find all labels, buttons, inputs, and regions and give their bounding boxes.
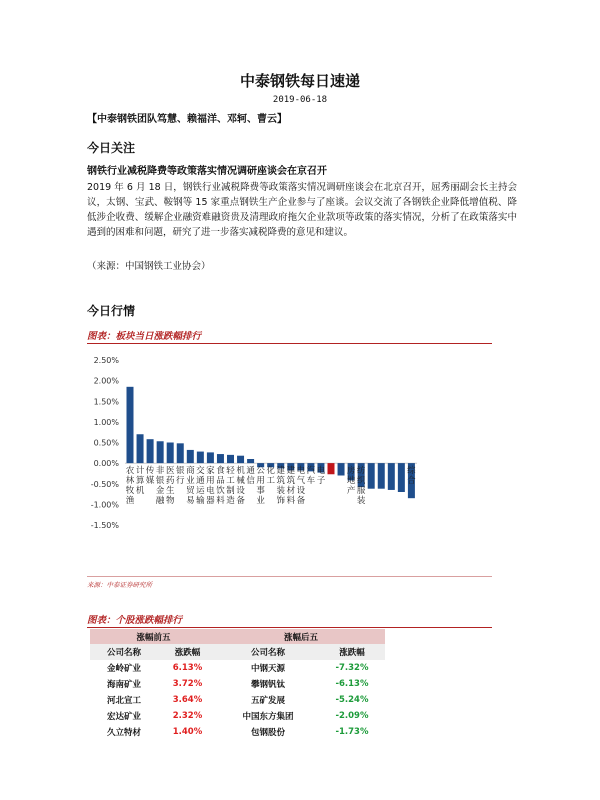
figure-rule	[87, 343, 492, 344]
y-tick-label: 0.00%	[93, 459, 119, 469]
y-tick-label: 2.00%	[93, 376, 119, 386]
down-change: -7.32%	[335, 663, 369, 673]
bar-轻工制造	[227, 455, 234, 463]
up-company: 海南矿业	[106, 680, 141, 690]
y-tick-label: -0.50%	[90, 479, 119, 489]
figure-title-stocks: 图表：个股涨跌幅排行	[87, 615, 183, 626]
down-change: -6.13%	[335, 679, 369, 689]
up-company: 河北宣工	[106, 696, 141, 706]
y-tick-label: 2.50%	[93, 356, 119, 365]
table-row	[90, 660, 385, 676]
x-category-label: 医药生物	[165, 466, 175, 506]
figure-title-sectors: 图表：板块当日涨跌幅排行	[87, 331, 202, 342]
y-tick-label: 1.00%	[93, 417, 119, 427]
x-category-label: 电气设备	[296, 466, 306, 506]
x-category-label: 轻工制造	[226, 466, 235, 506]
bar-家用电器	[207, 452, 214, 463]
col-change: 涨跌幅	[319, 644, 385, 660]
x-category-label: 公用事业	[256, 466, 265, 506]
bar-农林牧渔	[127, 387, 134, 463]
x-category-label: 传媒	[145, 466, 155, 486]
x-category-label: 汽车	[306, 466, 316, 486]
down-company: 五矿发展	[250, 696, 285, 706]
bar-休闲服务	[368, 463, 375, 489]
x-category-label: 计算机	[135, 466, 145, 496]
down-change: -5.24%	[335, 695, 369, 705]
up-company: 金岭矿业	[106, 664, 141, 674]
bar-采掘	[388, 463, 395, 490]
up-change: 6.13%	[172, 663, 203, 673]
section-heading-today-focus: 今日关注	[87, 141, 136, 155]
bar-钢铁	[328, 463, 335, 474]
y-tick-label: -1.00%	[90, 500, 119, 510]
up-change: 1.40%	[172, 727, 203, 737]
sector-bar-chart	[80, 350, 520, 565]
bar-非银金融	[157, 441, 164, 463]
bar-医药生物	[167, 443, 174, 464]
y-tick-label: 0.50%	[93, 438, 119, 448]
x-category-label: 建筑装饰	[276, 466, 286, 506]
x-category-label: 食品饮料	[216, 466, 225, 506]
bar-食品饮料	[217, 454, 224, 463]
x-category-label: 农林牧渔	[125, 466, 135, 506]
x-category-label: 电子	[316, 466, 326, 486]
bar-国防军工	[338, 463, 345, 475]
x-category-label: 银行	[176, 466, 185, 486]
x-category-label: 纺织服装	[356, 466, 366, 506]
report-title: 中泰钢铁每日速递	[239, 72, 360, 90]
table-row	[90, 708, 385, 724]
col-company: 公司名称	[90, 644, 158, 660]
table-row	[90, 724, 385, 740]
x-category-label: 综合	[407, 466, 416, 486]
figure-rule-bottom	[87, 576, 492, 577]
figure-source: 来源：中泰证券研究所	[87, 581, 152, 589]
up-change: 2.32%	[172, 711, 203, 721]
x-category-label: 化工	[266, 466, 275, 486]
bar-计算机	[137, 434, 144, 463]
table-column-header	[90, 644, 385, 660]
up-change: 3.72%	[172, 679, 203, 689]
x-category-label: 家用电器	[206, 466, 215, 506]
stock-ranking-table	[90, 629, 385, 740]
x-category-label: 非银金融	[155, 466, 165, 506]
down-change: -1.73%	[335, 727, 369, 737]
x-category-label: 房地产	[346, 466, 356, 496]
bar-交通运输	[197, 452, 204, 464]
bar-机械设备	[237, 456, 244, 463]
col-company: 公司名称	[217, 644, 319, 660]
x-category-label: 机械设备	[236, 466, 245, 506]
bar-商业贸易	[187, 450, 194, 463]
down-change: -2.09%	[335, 711, 369, 721]
table-group-header	[90, 629, 385, 644]
y-tick-label: 1.50%	[93, 397, 119, 407]
x-category-label: 交通运输	[196, 466, 205, 506]
bar-通信	[247, 459, 254, 463]
down-company: 包钢股份	[250, 728, 285, 738]
report-date: 2019-06-18	[272, 95, 328, 105]
x-category-label: 建筑材料	[286, 466, 296, 506]
col-change: 涨跌幅	[158, 644, 217, 660]
news-title: 钢铁行业减税降费等政策落实情况调研座谈会在京召开	[87, 166, 327, 177]
figure-rule	[87, 627, 492, 628]
x-category-label: 通信	[246, 466, 255, 486]
y-tick-label: -1.50%	[90, 521, 119, 530]
news-body: 2019 年 6 月 18 日，钢铁行业减税降费等政策落实情况调研座谈会在北京召开，屈秀丽副会长主持会议，太钢、宝武、鞍钢等 15 家重点钢铁生产企业参与了座谈。会议交流了各钢铁企业降低增值税、降低涉企收费、缓解企业融资难融资贵及清理政府拖欠企业款项等政策的落实情况，分析了在政策落实中遇到的困难和问题，研究了进一步落实减税降费的意见和建议。	[87, 182, 517, 238]
section-heading-market: 今日行情	[87, 304, 136, 318]
up-change: 3.64%	[172, 695, 203, 705]
table-row	[90, 692, 385, 708]
bar-传媒	[147, 439, 154, 463]
up-company: 久立特材	[106, 728, 141, 738]
down-company: 中钢天源	[250, 664, 285, 674]
down-company: 中国东方集团	[242, 712, 294, 722]
down-company: 攀钢钒钛	[250, 680, 285, 690]
bar-综合	[398, 463, 405, 492]
up-company: 宏达矿业	[106, 712, 141, 722]
news-source: （来源：中国钢铁工业协会）	[87, 261, 211, 272]
group-up-label: 涨幅前五	[90, 629, 217, 644]
team-line: 【中泰钢铁团队笃慧、赖福洋、邓轲、曹云】	[87, 114, 287, 125]
table-row	[90, 676, 385, 692]
bar-银行	[177, 443, 184, 463]
x-category-label: 商业贸易	[186, 466, 195, 506]
group-down-label: 涨幅后五	[217, 629, 385, 644]
bar-有色金属	[378, 463, 385, 489]
